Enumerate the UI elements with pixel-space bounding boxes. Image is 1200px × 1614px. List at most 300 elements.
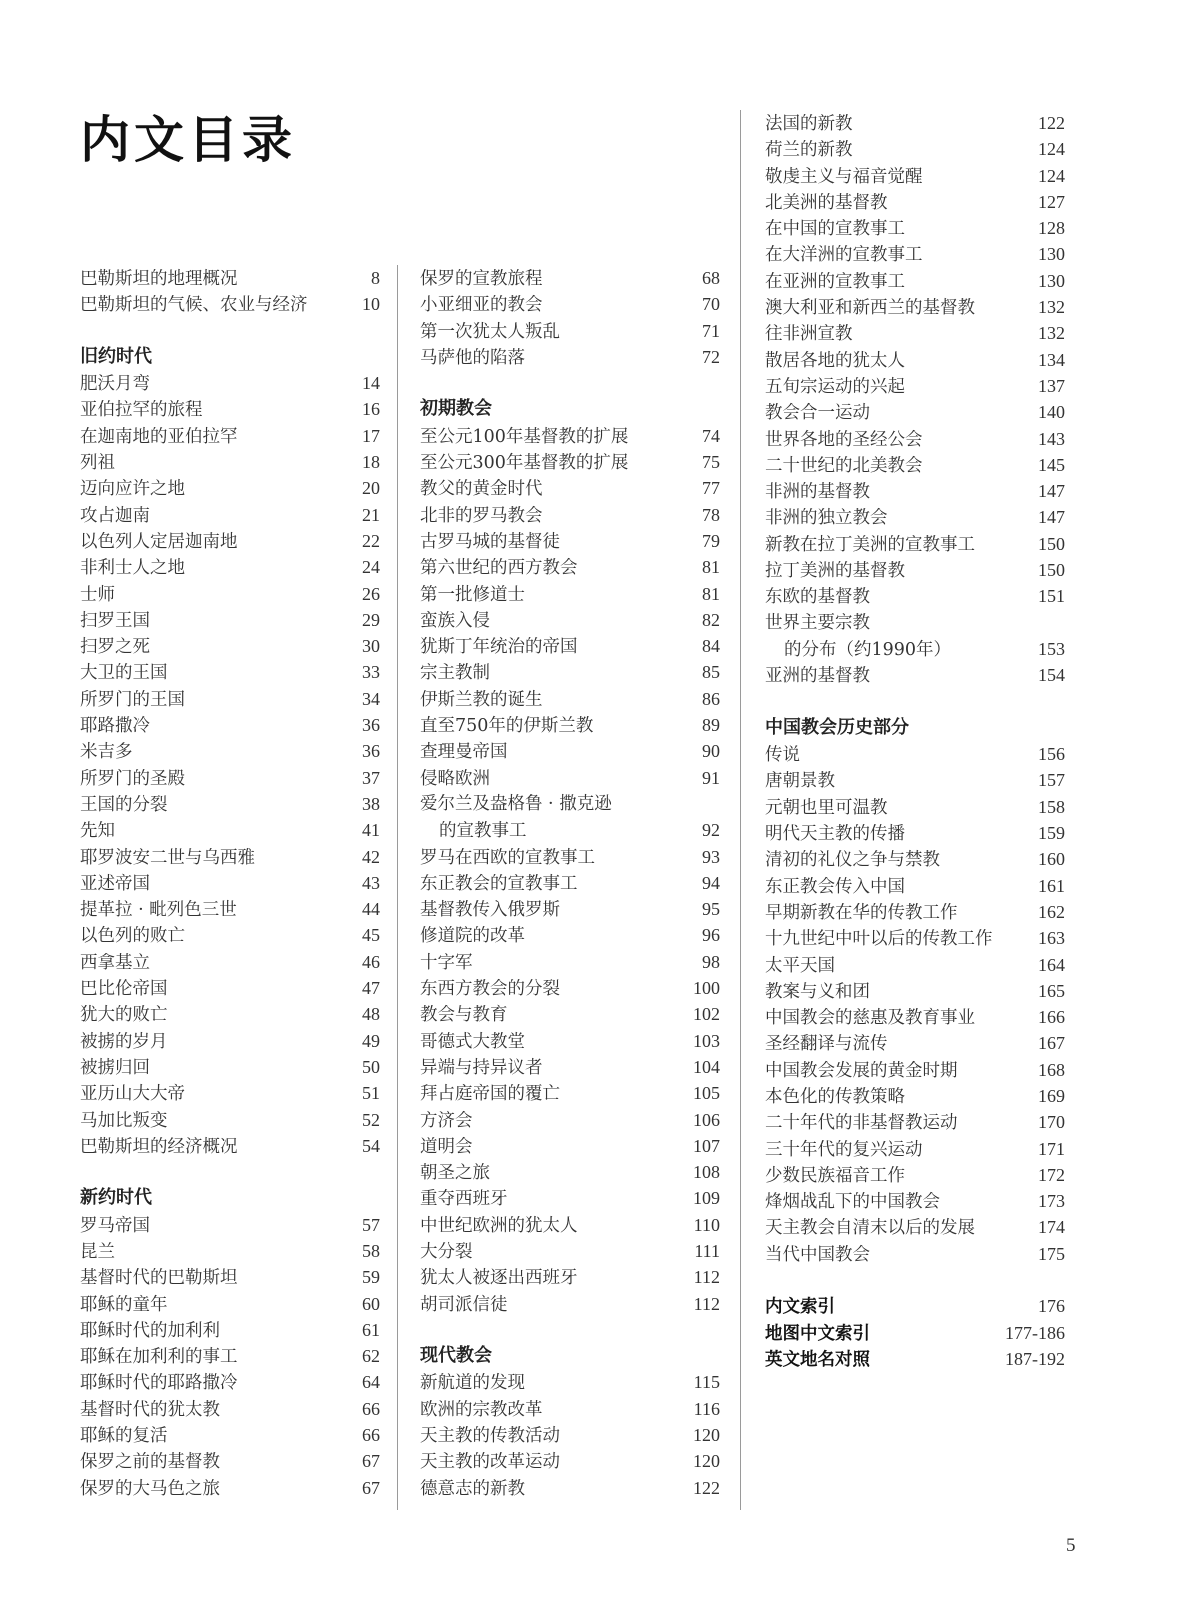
toc-entry[interactable]	[765, 452, 1065, 478]
toc-entry-label: 方济会	[420, 1110, 473, 1131]
toc-entry-label: 扫罗之死	[80, 637, 150, 658]
toc-entry[interactable]	[80, 1448, 380, 1474]
toc-entry-page: 66	[362, 1398, 380, 1419]
toc-entry-label: 被掳的岁月	[80, 1031, 168, 1052]
toc-entry[interactable]	[80, 1238, 380, 1264]
toc-entry-label: 清初的礼仪之争与禁教	[765, 850, 940, 871]
toc-entry[interactable]	[765, 241, 1065, 267]
toc-entry[interactable]	[80, 1343, 380, 1369]
toc-entry-label: 非洲的基督教	[765, 482, 870, 503]
toc-entry-label: 往非洲宣教	[765, 324, 853, 345]
toc-entry[interactable]	[765, 163, 1065, 189]
toc-entry-page: 177-186	[1005, 1322, 1065, 1343]
toc-entry[interactable]	[420, 502, 720, 528]
toc-entry-label: 第六世纪的西方教会	[420, 558, 578, 579]
toc-entry-label: 的宣教事工	[439, 821, 527, 842]
toc-entry-page: 54	[362, 1135, 380, 1156]
toc-entry[interactable]	[420, 1422, 720, 1448]
toc-entry-page: 145	[1038, 454, 1065, 475]
toc-entry[interactable]	[765, 1083, 1065, 1109]
toc-entry-page: 44	[362, 899, 380, 920]
toc-entry[interactable]	[420, 1054, 720, 1080]
toc-entry[interactable]	[80, 922, 380, 948]
toc-entry[interactable]	[80, 1396, 380, 1422]
toc-entry-page: 150	[1038, 533, 1065, 554]
toc-entry[interactable]	[80, 1369, 380, 1395]
toc-entry-label: 世界各地的圣经公会	[765, 429, 923, 450]
toc-column-2	[420, 265, 720, 1501]
toc-entry-label: 当代中国教会	[765, 1244, 870, 1265]
toc-entry-page: 45	[362, 925, 380, 946]
toc-entry[interactable]	[765, 399, 1065, 425]
toc-entry-label: 王国的分裂	[80, 794, 168, 815]
section-heading-early-church: 初期教会	[420, 398, 492, 420]
toc-entry[interactable]	[80, 712, 380, 738]
toc-entry-page: 47	[362, 978, 380, 999]
toc-entry[interactable]	[765, 925, 1065, 951]
toc-entry-page: 112	[693, 1267, 720, 1288]
toc-entry-label: 拉丁美洲的基督教	[765, 561, 905, 582]
toc-entry-page: 124	[1038, 165, 1065, 186]
toc-entry-page: 86	[702, 688, 720, 709]
toc-entry[interactable]	[765, 1004, 1065, 1030]
toc-entry[interactable]	[420, 922, 720, 948]
toc-entry-page: 17	[362, 425, 380, 446]
toc-entry-label: 散居各地的犹太人	[765, 350, 905, 371]
toc-entry[interactable]	[765, 1188, 1065, 1214]
toc-entry[interactable]	[80, 1001, 380, 1027]
toc-entry[interactable]	[80, 554, 380, 580]
toc-entry[interactable]	[80, 528, 380, 554]
toc-entry[interactable]	[765, 846, 1065, 872]
toc-entry-page: 127	[1038, 191, 1065, 212]
toc-entry-label: 欧洲的宗教改革	[420, 1399, 543, 1420]
toc-entry[interactable]	[765, 1109, 1065, 1135]
toc-entry-label: 在中国的宣教事工	[765, 219, 905, 240]
toc-entry-page: 34	[362, 688, 380, 709]
toc-entry[interactable]	[765, 662, 1065, 688]
toc-entry-page: 50	[362, 1056, 380, 1077]
toc-entry[interactable]	[420, 1159, 720, 1185]
toc-entry[interactable]	[420, 318, 720, 344]
toc-entry-label: 保罗的宣教旅程	[420, 269, 543, 289]
toc-entry-label: 所罗门的王国	[80, 689, 185, 710]
toc-entry-page: 111	[694, 1240, 720, 1261]
toc-entry-page: 57	[362, 1214, 380, 1235]
toc-entry-page: 96	[702, 925, 720, 946]
toc-entry-label: 重夺西班牙	[420, 1189, 508, 1210]
toc-entry-label: 传说	[765, 745, 800, 766]
toc-entry[interactable]	[420, 686, 720, 712]
toc-entry-label: 列祖	[80, 453, 115, 474]
toc-entry-label: 地图中文索引	[765, 1323, 870, 1344]
toc-entry-page: 168	[1038, 1059, 1065, 1080]
toc-entry-label: 耶稣时代的加利利	[80, 1320, 220, 1341]
toc-entry[interactable]	[80, 1080, 380, 1106]
toc-entry-page: 26	[362, 583, 380, 604]
toc-entry[interactable]	[765, 873, 1065, 899]
toc-entry-label: 修道院的改革	[420, 926, 525, 947]
toc-entry-label: 西拿基立	[80, 952, 150, 973]
toc-entry-page: 43	[362, 872, 380, 893]
toc-entry-page: 78	[702, 504, 720, 525]
toc-entry[interactable]	[80, 475, 380, 501]
toc-entry-label: 肥沃月弯	[80, 374, 150, 395]
toc-entry-page: 48	[362, 1004, 380, 1025]
toc-entry-label: 唐朝景教	[765, 771, 835, 792]
toc-entry[interactable]	[420, 1001, 720, 1027]
toc-entry-page: 150	[1038, 560, 1065, 581]
toc-entry[interactable]	[420, 659, 720, 685]
toc-entry-page: 107	[693, 1135, 720, 1156]
toc-entry-label: 天主教会自清末以后的发展	[765, 1218, 975, 1239]
toc-entry[interactable]	[80, 1133, 380, 1159]
toc-entry[interactable]	[765, 557, 1065, 583]
toc-entry[interactable]	[420, 1448, 720, 1474]
toc-entry-page: 132	[1038, 297, 1065, 318]
toc-entry-page: 10	[362, 294, 380, 315]
toc-entry-page: 91	[702, 767, 720, 788]
toc-entry-label: 爱尔兰及盎格鲁 · 撒克逊	[420, 793, 612, 814]
toc-entry[interactable]	[420, 1291, 720, 1317]
toc-entry-page: 147	[1038, 481, 1065, 502]
toc-entry-label: 在大洋洲的宣教事工	[765, 245, 923, 266]
toc-entry-label: 中国教会的慈惠及教育事业	[765, 1008, 975, 1029]
toc-entry[interactable]	[765, 215, 1065, 241]
toc-entry-page: 165	[1038, 980, 1065, 1001]
toc-entry[interactable]	[420, 265, 720, 291]
toc-entry[interactable]	[420, 528, 720, 554]
toc-entry[interactable]	[765, 636, 1065, 662]
toc-entry[interactable]	[80, 581, 380, 607]
toc-entry-label: 罗马帝国	[80, 1215, 150, 1236]
toc-entry[interactable]	[765, 1057, 1065, 1083]
toc-entry[interactable]	[420, 738, 720, 764]
toc-entry[interactable]	[80, 1475, 380, 1501]
toc-entry-label: 东欧的基督教	[765, 587, 870, 608]
toc-entry[interactable]	[80, 396, 380, 422]
toc-entry[interactable]	[80, 791, 380, 817]
toc-entry[interactable]	[80, 659, 380, 685]
toc-entry-page: 67	[362, 1477, 380, 1498]
toc-entry-page: 161	[1038, 875, 1065, 896]
toc-entry-page: 130	[1038, 270, 1065, 291]
toc-entry[interactable]	[420, 817, 720, 843]
toc-entry[interactable]	[765, 373, 1065, 399]
toc-entry-page: 59	[362, 1267, 380, 1288]
toc-entry-page: 147	[1038, 507, 1065, 528]
toc-entry-label: 太平天国	[765, 955, 835, 976]
toc-entry[interactable]	[420, 581, 720, 607]
toc-entry-page: 174	[1038, 1217, 1065, 1238]
toc-entry-label: 东正教会的宣教事工	[420, 873, 578, 894]
toc-entry-page: 62	[362, 1346, 380, 1367]
toc-entry-page: 187-192	[1005, 1348, 1065, 1369]
toc-entry-page: 36	[362, 715, 380, 736]
toc-entry[interactable]	[420, 633, 720, 659]
toc-entry-page: 36	[362, 741, 380, 762]
toc-entry[interactable]	[80, 1028, 380, 1054]
toc-entry[interactable]	[765, 347, 1065, 373]
toc-entry-page: 82	[702, 609, 720, 630]
toc-entry[interactable]	[420, 870, 720, 896]
toc-entry[interactable]	[420, 844, 720, 870]
toc-entry-label: 查理曼帝国	[420, 742, 508, 763]
toc-entry[interactable]	[420, 1185, 720, 1211]
toc-entry[interactable]	[80, 607, 380, 633]
toc-entry-label: 耶罗波安二世与乌西雅	[80, 847, 255, 868]
toc-entry-label: 三十年代的复兴运动	[765, 1139, 923, 1160]
toc-entry[interactable]	[420, 1107, 720, 1133]
toc-entry-label: 哥德式大教堂	[420, 1031, 525, 1052]
toc-entry[interactable]	[765, 952, 1065, 978]
toc-entry[interactable]	[765, 1162, 1065, 1188]
spacer	[765, 1267, 1065, 1293]
toc-entry-label: 犹斯丁年统治的帝国	[420, 637, 578, 658]
toc-entry[interactable]	[420, 1212, 720, 1238]
toc-entry-label: 非利士人之地	[80, 558, 185, 579]
toc-entry[interactable]	[420, 712, 720, 738]
toc-entry[interactable]	[80, 423, 380, 449]
toc-entry[interactable]	[765, 1136, 1065, 1162]
toc-entry-page: 157	[1038, 770, 1065, 791]
toc-entry-label: 亚述帝国	[80, 873, 150, 894]
toc-entry[interactable]	[765, 268, 1065, 294]
toc-entry[interactable]	[765, 794, 1065, 820]
toc-entry[interactable]	[765, 478, 1065, 504]
toc-entry-label: 第一批修道士	[420, 584, 525, 605]
toc-entry-page: 85	[702, 662, 720, 683]
toc-entry-label: 巴勒斯坦的地理概况	[80, 269, 238, 289]
toc-entry-page: 143	[1038, 428, 1065, 449]
toc-entry-page: 38	[362, 793, 380, 814]
toc-entry-label: 二十世纪的北美教会	[765, 455, 923, 476]
toc-entry-label: 耶稣时代的耶路撒冷	[80, 1373, 238, 1394]
toc-entry[interactable]	[765, 136, 1065, 162]
toc-entry-label: 士师	[80, 584, 115, 605]
toc-entry[interactable]	[420, 1396, 720, 1422]
toc-entry-label: 以色列的败亡	[80, 926, 185, 947]
toc-entry-label: 耶稣的童年	[80, 1294, 168, 1315]
toc-entry-label: 道明会	[420, 1136, 473, 1157]
toc-entry-label: 澳大利亚和新西兰的基督教	[765, 298, 975, 319]
toc-entry-page: 172	[1038, 1164, 1065, 1185]
toc-entry-label: 犹太人被逐出西班牙	[420, 1268, 578, 1289]
toc-entry[interactable]	[765, 1030, 1065, 1056]
toc-entry-page: 81	[702, 557, 720, 578]
page-title: 内文目录	[80, 110, 296, 169]
toc-entry-page: 151	[1038, 586, 1065, 607]
toc-entry-label: 明代天主教的传播	[765, 824, 905, 845]
toc-entry-label: 十九世纪中叶以后的传教工作	[765, 929, 993, 950]
toc-entry-label: 宗主教制	[420, 663, 490, 684]
toc-entry-page: 41	[362, 820, 380, 841]
toc-entry[interactable]	[80, 817, 380, 843]
toc-entry-page: 124	[1038, 139, 1065, 160]
toc-entry[interactable]	[765, 820, 1065, 846]
toc-entry[interactable]	[420, 344, 720, 370]
toc-entry[interactable]	[80, 686, 380, 712]
toc-entry[interactable]	[420, 1264, 720, 1290]
toc-entry[interactable]	[765, 320, 1065, 346]
toc-entry-label: 教案与义和团	[765, 981, 870, 1002]
toc-entry-page: 109	[693, 1188, 720, 1209]
toc-entry-page: 112	[693, 1293, 720, 1314]
toc-entry-label: 基督时代的巴勒斯坦	[80, 1268, 238, 1289]
toc-entry-label: 中国教会发展的黄金时期	[765, 1060, 958, 1081]
toc-entry[interactable]	[420, 475, 720, 501]
toc-entry-label: 世界主要宗教	[765, 612, 870, 633]
toc-entry[interactable]	[420, 607, 720, 633]
toc-entry-page: 92	[702, 820, 720, 841]
toc-entry[interactable]	[765, 1241, 1065, 1267]
toc-entry-page: 71	[702, 320, 720, 341]
toc-entry-label: 古罗马城的基督徒	[420, 531, 560, 552]
toc-entry-label: 德意志的新教	[420, 1478, 525, 1499]
toc-entry-label: 蛮族入侵	[420, 610, 490, 631]
toc-entry-page: 170	[1038, 1112, 1065, 1133]
toc-entry[interactable]	[80, 896, 380, 922]
toc-entry-label: 少数民族福音工作	[765, 1165, 905, 1186]
toc-entry[interactable]	[420, 423, 720, 449]
toc-entry-label: 先知	[80, 821, 115, 842]
toc-entry[interactable]	[420, 1080, 720, 1106]
toc-entry[interactable]	[80, 844, 380, 870]
toc-entry[interactable]	[420, 1475, 720, 1501]
toc-entry-page: 103	[693, 1030, 720, 1051]
toc-entry[interactable]	[80, 975, 380, 1001]
toc-entry[interactable]	[765, 1214, 1065, 1240]
toc-entry-page: 100	[693, 978, 720, 999]
toc-entry-page: 16	[362, 399, 380, 420]
toc-entry[interactable]	[765, 610, 1065, 636]
toc-entry[interactable]	[420, 1028, 720, 1054]
toc-entry-page: 68	[702, 268, 720, 288]
toc-entry[interactable]	[420, 1133, 720, 1159]
toc-entry[interactable]	[80, 633, 380, 659]
toc-entry[interactable]	[765, 1320, 1065, 1346]
toc-entry-label: 巴比伦帝国	[80, 979, 168, 1000]
toc-entry[interactable]	[420, 791, 720, 817]
toc-entry[interactable]	[80, 1291, 380, 1317]
toc-entry-page: 21	[362, 504, 380, 525]
toc-entry-label: 五旬宗运动的兴起	[765, 376, 905, 397]
toc-entry[interactable]	[420, 1369, 720, 1395]
toc-entry-page: 104	[693, 1056, 720, 1077]
toc-entry[interactable]	[80, 1054, 380, 1080]
toc-entry-page: 171	[1038, 1138, 1065, 1159]
toc-entry-label: 亚伯拉罕的旅程	[80, 400, 203, 421]
toc-entry-page: 156	[1038, 744, 1065, 765]
toc-entry-page: 122	[1038, 113, 1065, 133]
toc-entry[interactable]	[420, 554, 720, 580]
toc-entry[interactable]	[80, 870, 380, 896]
toc-entry-label: 巴勒斯坦的经济概况	[80, 1136, 238, 1157]
toc-entry-page: 52	[362, 1109, 380, 1130]
toc-entry[interactable]	[80, 291, 380, 317]
toc-entry[interactable]	[765, 504, 1065, 530]
toc-entry-label: 在迦南地的亚伯拉罕	[80, 426, 238, 447]
toc-entry[interactable]	[80, 765, 380, 791]
toc-entry-page: 108	[693, 1162, 720, 1183]
toc-entry[interactable]	[80, 449, 380, 475]
toc-entry-label: 东正教会传入中国	[765, 876, 905, 897]
toc-entry[interactable]	[420, 975, 720, 1001]
toc-entry-page: 158	[1038, 796, 1065, 817]
toc-entry[interactable]	[80, 1264, 380, 1290]
toc-entry[interactable]	[765, 1346, 1065, 1372]
toc-entry[interactable]	[420, 291, 720, 317]
toc-entry[interactable]	[765, 1293, 1065, 1319]
spacer	[80, 1159, 380, 1185]
column-divider	[740, 110, 741, 1510]
toc-entry[interactable]	[420, 765, 720, 791]
toc-entry-label: 亚洲的基督教	[765, 666, 870, 687]
toc-entry-page: 14	[362, 373, 380, 394]
toc-entry-page: 167	[1038, 1033, 1065, 1054]
toc-entry-label: 英文地名对照	[765, 1349, 870, 1370]
toc-entry-label: 保罗的大马色之旅	[80, 1478, 220, 1499]
toc-entry[interactable]	[420, 1238, 720, 1264]
toc-entry[interactable]	[765, 294, 1065, 320]
toc-entry-label: 法国的新教	[765, 114, 853, 134]
toc-entry-page: 140	[1038, 402, 1065, 423]
toc-entry-label: 十字军	[420, 952, 473, 973]
toc-entry[interactable]	[765, 767, 1065, 793]
toc-entry-page: 33	[362, 662, 380, 683]
toc-entry-label: 小亚细亚的教会	[420, 295, 543, 316]
toc-entry-page: 24	[362, 557, 380, 578]
toc-entry[interactable]	[765, 978, 1065, 1004]
toc-entry-label: 马萨他的陷落	[420, 347, 525, 368]
toc-entry-page: 46	[362, 951, 380, 972]
toc-entry[interactable]	[765, 189, 1065, 215]
toc-entry-label: 迈向应许之地	[80, 479, 185, 500]
toc-entry[interactable]	[80, 1212, 380, 1238]
toc-entry[interactable]	[80, 1107, 380, 1133]
toc-entry[interactable]	[765, 899, 1065, 925]
toc-entry-page: 67	[362, 1451, 380, 1472]
toc-entry[interactable]	[420, 449, 720, 475]
toc-entry[interactable]	[80, 738, 380, 764]
toc-entry[interactable]	[765, 110, 1065, 136]
toc-entry[interactable]	[80, 370, 380, 396]
toc-entry-label: 大分裂	[420, 1241, 473, 1262]
spacer	[420, 1317, 720, 1343]
toc-entry-label: 第一次犹太人叛乱	[420, 321, 560, 342]
toc-entry-page: 173	[1038, 1191, 1065, 1212]
toc-column-1	[80, 265, 380, 1501]
toc-entry-page: 102	[693, 1004, 720, 1025]
toc-entry[interactable]	[420, 896, 720, 922]
toc-entry-page: 116	[693, 1398, 720, 1419]
toc-entry-label: 攻占迦南	[80, 505, 150, 526]
toc-entry[interactable]	[80, 949, 380, 975]
toc-entry-label: 早期新教在华的传教工作	[765, 902, 958, 923]
toc-entry[interactable]	[765, 741, 1065, 767]
toc-entry[interactable]	[765, 583, 1065, 609]
toc-entry[interactable]	[420, 949, 720, 975]
toc-entry[interactable]	[765, 531, 1065, 557]
toc-entry[interactable]	[80, 502, 380, 528]
toc-column-3	[765, 110, 1065, 1372]
toc-entry[interactable]	[80, 1422, 380, 1448]
toc-entry[interactable]	[80, 1317, 380, 1343]
toc-entry[interactable]	[80, 265, 380, 291]
toc-entry-page: 8	[371, 268, 380, 288]
toc-entry[interactable]	[765, 426, 1065, 452]
toc-entry-label: 米吉多	[80, 742, 133, 763]
